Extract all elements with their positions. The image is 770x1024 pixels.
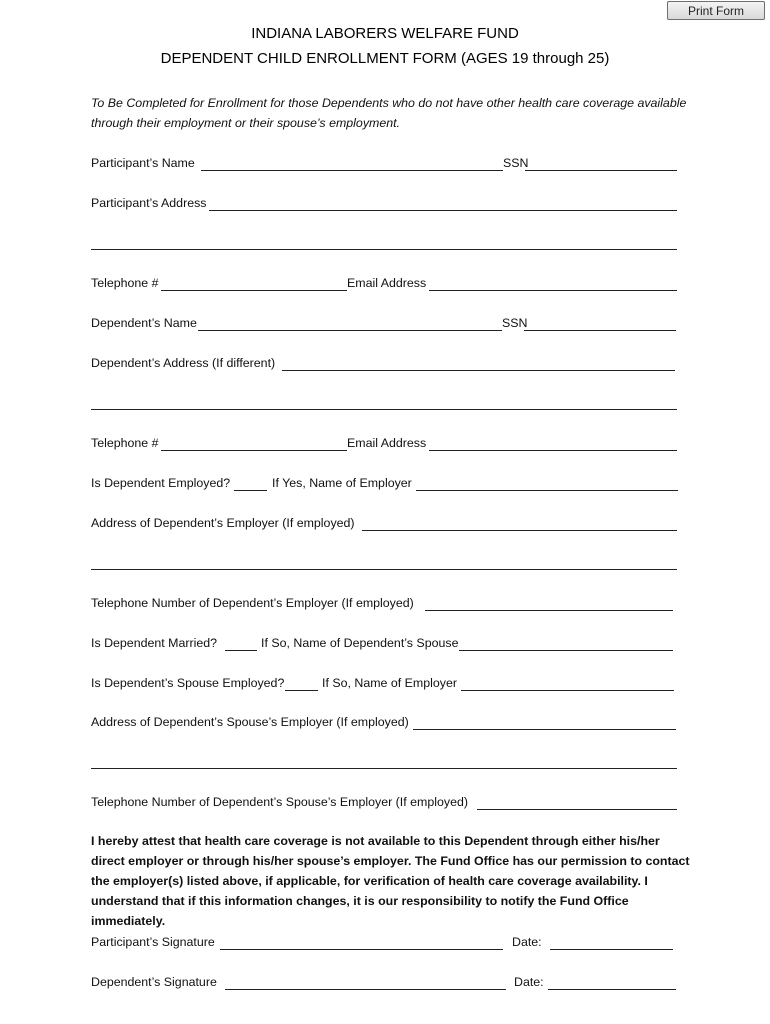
dependent-employed-row bbox=[91, 475, 681, 495]
dependent-contact-row bbox=[91, 435, 681, 455]
employer-address-label: Address of Dependent’s Employer (If employed) bbox=[91, 516, 355, 530]
participant-date-field[interactable] bbox=[550, 949, 673, 950]
attestation-text: I hereby attest that health care coverage is not available to this Dependent through either his/her direct employer or through his/her spouse’s employer. The Fund Office has our permission to contact the employer(s) listed above, if applicable, for verification of health care coverage availability. I understand that if this information changes, it is our responsibility to notify the Fund Office immediately. bbox=[91, 834, 690, 928]
dependent-signature-label: Dependent’s Signature bbox=[91, 975, 217, 989]
dependent-address-label: Dependent’s Address (If different) bbox=[91, 356, 276, 370]
dependent-married-field[interactable] bbox=[225, 650, 257, 651]
participant-address-label: Participant’s Address bbox=[91, 196, 207, 210]
dependent-date-field[interactable] bbox=[548, 989, 676, 990]
spouse-name-field[interactable] bbox=[459, 650, 673, 651]
print-form-button[interactable]: Print Form bbox=[667, 1, 765, 20]
participant-signature-field[interactable] bbox=[220, 949, 503, 950]
spouse-employer-phone-row bbox=[91, 794, 681, 814]
employer-phone-row bbox=[91, 595, 681, 615]
dependent-name-field[interactable] bbox=[198, 330, 502, 331]
employer-address-field[interactable] bbox=[362, 530, 677, 531]
participant-signature-row bbox=[91, 934, 681, 954]
telephone-1-field[interactable] bbox=[161, 290, 347, 291]
spouse-employed-label: Is Dependent’s Spouse Employed? bbox=[91, 676, 285, 690]
dependent-address-line-2[interactable] bbox=[91, 409, 677, 410]
spouse-employer-address-field[interactable] bbox=[413, 729, 676, 730]
participant-date-label: Date: bbox=[512, 935, 542, 949]
participant-address-row bbox=[91, 195, 681, 215]
dependent-address-field[interactable] bbox=[282, 370, 675, 371]
dependent-signature-field[interactable] bbox=[225, 989, 506, 990]
email-2-label: Email Address bbox=[347, 436, 427, 450]
spouse-employer-name-label: If So, Name of Employer bbox=[322, 676, 457, 690]
participant-ssn-field[interactable] bbox=[525, 170, 677, 171]
dependent-date-label: Date: bbox=[514, 975, 544, 989]
participant-contact-row bbox=[91, 275, 681, 295]
dependent-married-row bbox=[91, 635, 681, 655]
participant-address-line-2[interactable] bbox=[91, 249, 677, 250]
spouse-name-label: If So, Name of Dependent’s Spouse bbox=[261, 636, 459, 650]
email-1-field[interactable] bbox=[429, 290, 677, 291]
dependent-name-row bbox=[91, 315, 681, 335]
email-2-field[interactable] bbox=[429, 450, 677, 451]
dependent-married-label: Is Dependent Married? bbox=[91, 636, 218, 650]
participant-name-row bbox=[91, 155, 681, 175]
dependent-address-row bbox=[91, 355, 681, 375]
participant-signature-label: Participant’s Signature bbox=[91, 935, 215, 949]
spouse-employer-name-field[interactable] bbox=[461, 690, 674, 691]
spouse-employer-phone-label: Telephone Number of Dependent’s Spouse’s Employer (If employed) bbox=[91, 795, 468, 809]
spouse-employer-phone-field[interactable] bbox=[477, 809, 677, 810]
participant-name-label: Participant’s Name bbox=[91, 156, 195, 170]
form-title: INDIANA LABORERS WELFARE FUND bbox=[251, 25, 519, 42]
participant-address-field[interactable] bbox=[209, 210, 677, 211]
participant-ssn-label: SSN bbox=[503, 156, 529, 170]
email-1-label: Email Address bbox=[347, 276, 427, 290]
dependent-ssn-label: SSN bbox=[502, 316, 528, 330]
spouse-employer-address-label: Address of Dependent’s Spouse’s Employer (If employed) bbox=[91, 715, 409, 729]
form-subtitle: DEPENDENT CHILD ENROLLMENT FORM (AGES 19 through 25) bbox=[160, 50, 610, 67]
spouse-employed-row bbox=[91, 675, 681, 695]
dependent-employed-field[interactable] bbox=[234, 490, 267, 491]
dependent-ssn-field[interactable] bbox=[524, 330, 676, 331]
dependent-signature-row bbox=[91, 974, 681, 994]
employer-name-label: If Yes, Name of Employer bbox=[272, 476, 412, 490]
employer-phone-field[interactable] bbox=[425, 610, 673, 611]
telephone-2-field[interactable] bbox=[161, 450, 347, 451]
employer-name-field[interactable] bbox=[416, 490, 678, 491]
spouse-employer-address-row bbox=[91, 714, 681, 734]
intro-text: To Be Completed for Enrollment for those Dependents who do not have other health care coverage available through their employment or their spouse’s employment. bbox=[91, 96, 687, 130]
participant-name-field[interactable] bbox=[201, 170, 503, 171]
employer-address-line-2[interactable] bbox=[91, 569, 677, 570]
employer-phone-label: Telephone Number of Dependent’s Employer (If employed) bbox=[91, 596, 414, 610]
telephone-1-label: Telephone # bbox=[91, 276, 159, 290]
spouse-employer-address-line-2[interactable] bbox=[91, 768, 677, 769]
telephone-2-label: Telephone # bbox=[91, 436, 159, 450]
spouse-employed-field[interactable] bbox=[285, 690, 318, 691]
dependent-employed-label: Is Dependent Employed? bbox=[91, 476, 231, 490]
employer-address-row bbox=[91, 515, 681, 535]
dependent-name-label: Dependent’s Name bbox=[91, 316, 197, 330]
